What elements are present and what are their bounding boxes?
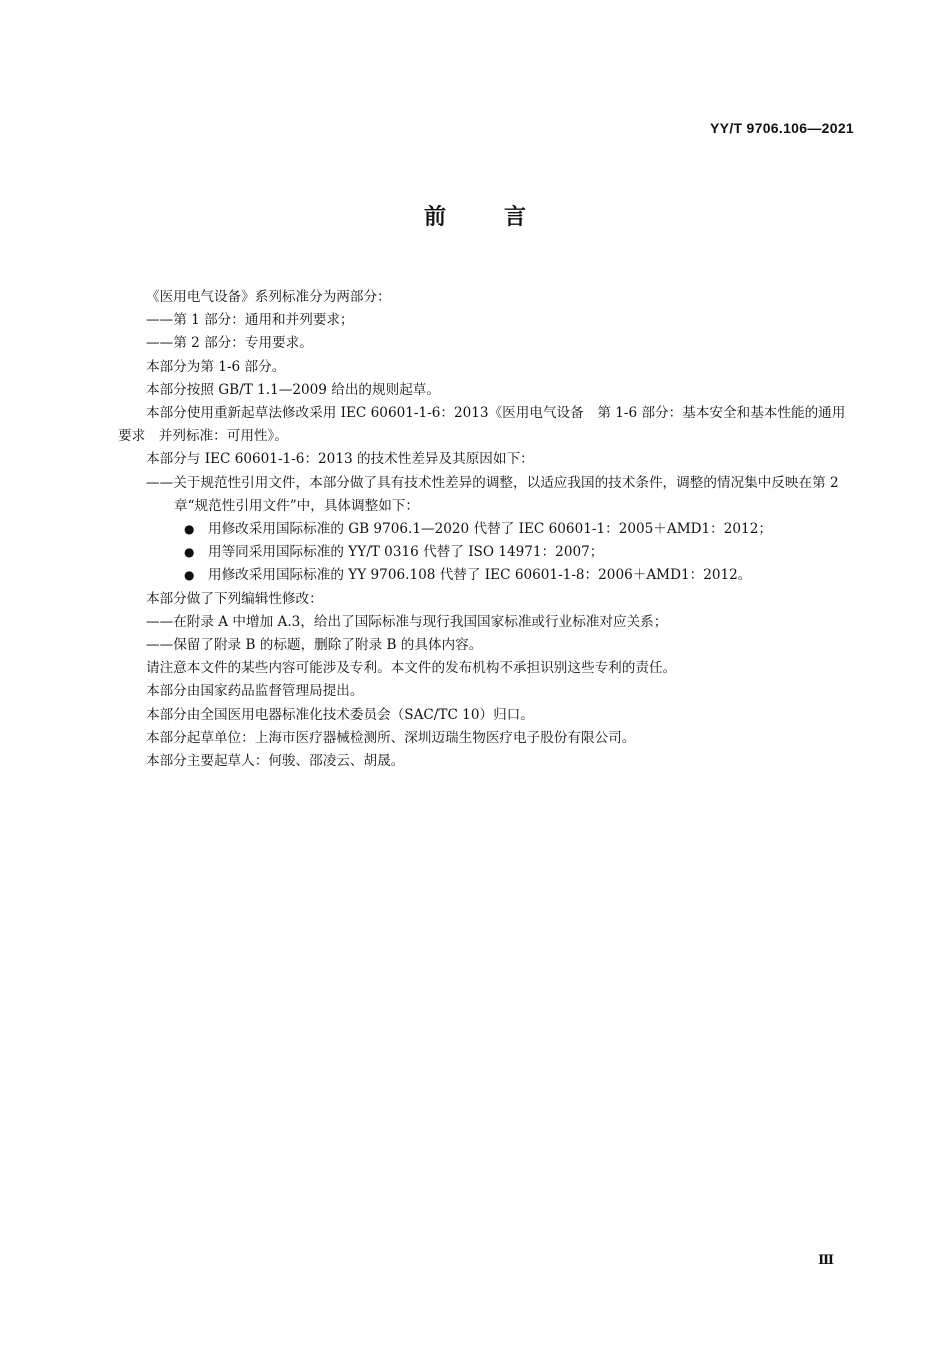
paragraph-part-number: 本部分为第 1-6 部分。 bbox=[146, 358, 286, 375]
paragraph-drafters: 本部分主要起草人：何骏、邵凌云、胡晟。 bbox=[146, 753, 405, 770]
bullet-item bbox=[184, 564, 856, 587]
paragraph-drafting-rules: 本部分按照 GB/T 1.1—2009 给出的规则起草。 bbox=[146, 381, 440, 398]
bullet-text: 用修改采用国际标准的 YY 9706.108 代替了 IEC 60601-1-8：2006＋AMD1：2012。 bbox=[208, 567, 752, 584]
paragraph-adoption: 本部分使用重新起草法修改采用 IEC 60601-1-6：2013《医用电气设备 第 1-6 部分：基本安全和基本性能的通用要求 并列标准：可用性》。 bbox=[118, 405, 846, 445]
paragraph-proposed-by: 本部分由国家药品监督管理局提出。 bbox=[146, 683, 364, 700]
bullet-icon: ● bbox=[184, 522, 195, 537]
paragraph-patent-notice: 请注意本文件的某些内容可能涉及专利。本文件的发布机构不承担识别这些专利的责任。 bbox=[146, 660, 677, 677]
bullet-item bbox=[184, 518, 856, 541]
bullet-icon: ● bbox=[184, 568, 195, 583]
paragraph-drafting-units: 本部分起草单位：上海市医疗器械检测所、深圳迈瑞生物医疗电子股份有限公司。 bbox=[146, 729, 636, 746]
paragraph-differences: 本部分与 IEC 60601-1-6：2013 的技术性差异及其原因如下： bbox=[146, 451, 534, 468]
paragraph-administered-by: 本部分由全国医用电器标准化技术委员会（SAC/TC 10）归口。 bbox=[146, 706, 534, 723]
dash-item-normative-references: ——关于规范性引用文件，本部分做了具有技术性差异的调整，以适应我国的技术条件，调整的情况集中反映在第 2 章“规范性引用文件”中，具体调整如下： bbox=[146, 474, 839, 514]
standard-code: YY/T 9706.106—2021 bbox=[710, 120, 854, 136]
page-title: 前言 bbox=[423, 205, 584, 230]
page-number: Ⅲ bbox=[818, 1253, 834, 1268]
bullet-item bbox=[184, 541, 856, 564]
paragraph-editorial-changes: 本部分做了下列编辑性修改： bbox=[146, 590, 323, 607]
paragraph-series-intro: 《医用电气设备》系列标准分为两部分： bbox=[146, 289, 391, 305]
bullet-icon: ● bbox=[184, 545, 195, 560]
dash-item-annex-a: ——在附录 A 中增加 A.3，给出了国际标准与现行我国国家标准或行业标准对应关系； bbox=[146, 613, 668, 630]
dash-item-annex-b: ——保留了附录 B 的标题，删除了附录 B 的具体内容。 bbox=[146, 637, 483, 654]
dash-item-part2: ——第 2 部分：专用要求。 bbox=[146, 335, 313, 352]
dash-item-part1: ——第 1 部分：通用和并列要求； bbox=[146, 312, 354, 329]
bullet-text: 用等同采用国际标准的 YY/T 0316 代替了 ISO 14971：2007； bbox=[208, 544, 604, 561]
foreword-body bbox=[118, 286, 856, 773]
bullet-text: 用修改采用国际标准的 GB 9706.1—2020 代替了 IEC 60601-1：2005＋AMD1：2012； bbox=[208, 521, 772, 538]
